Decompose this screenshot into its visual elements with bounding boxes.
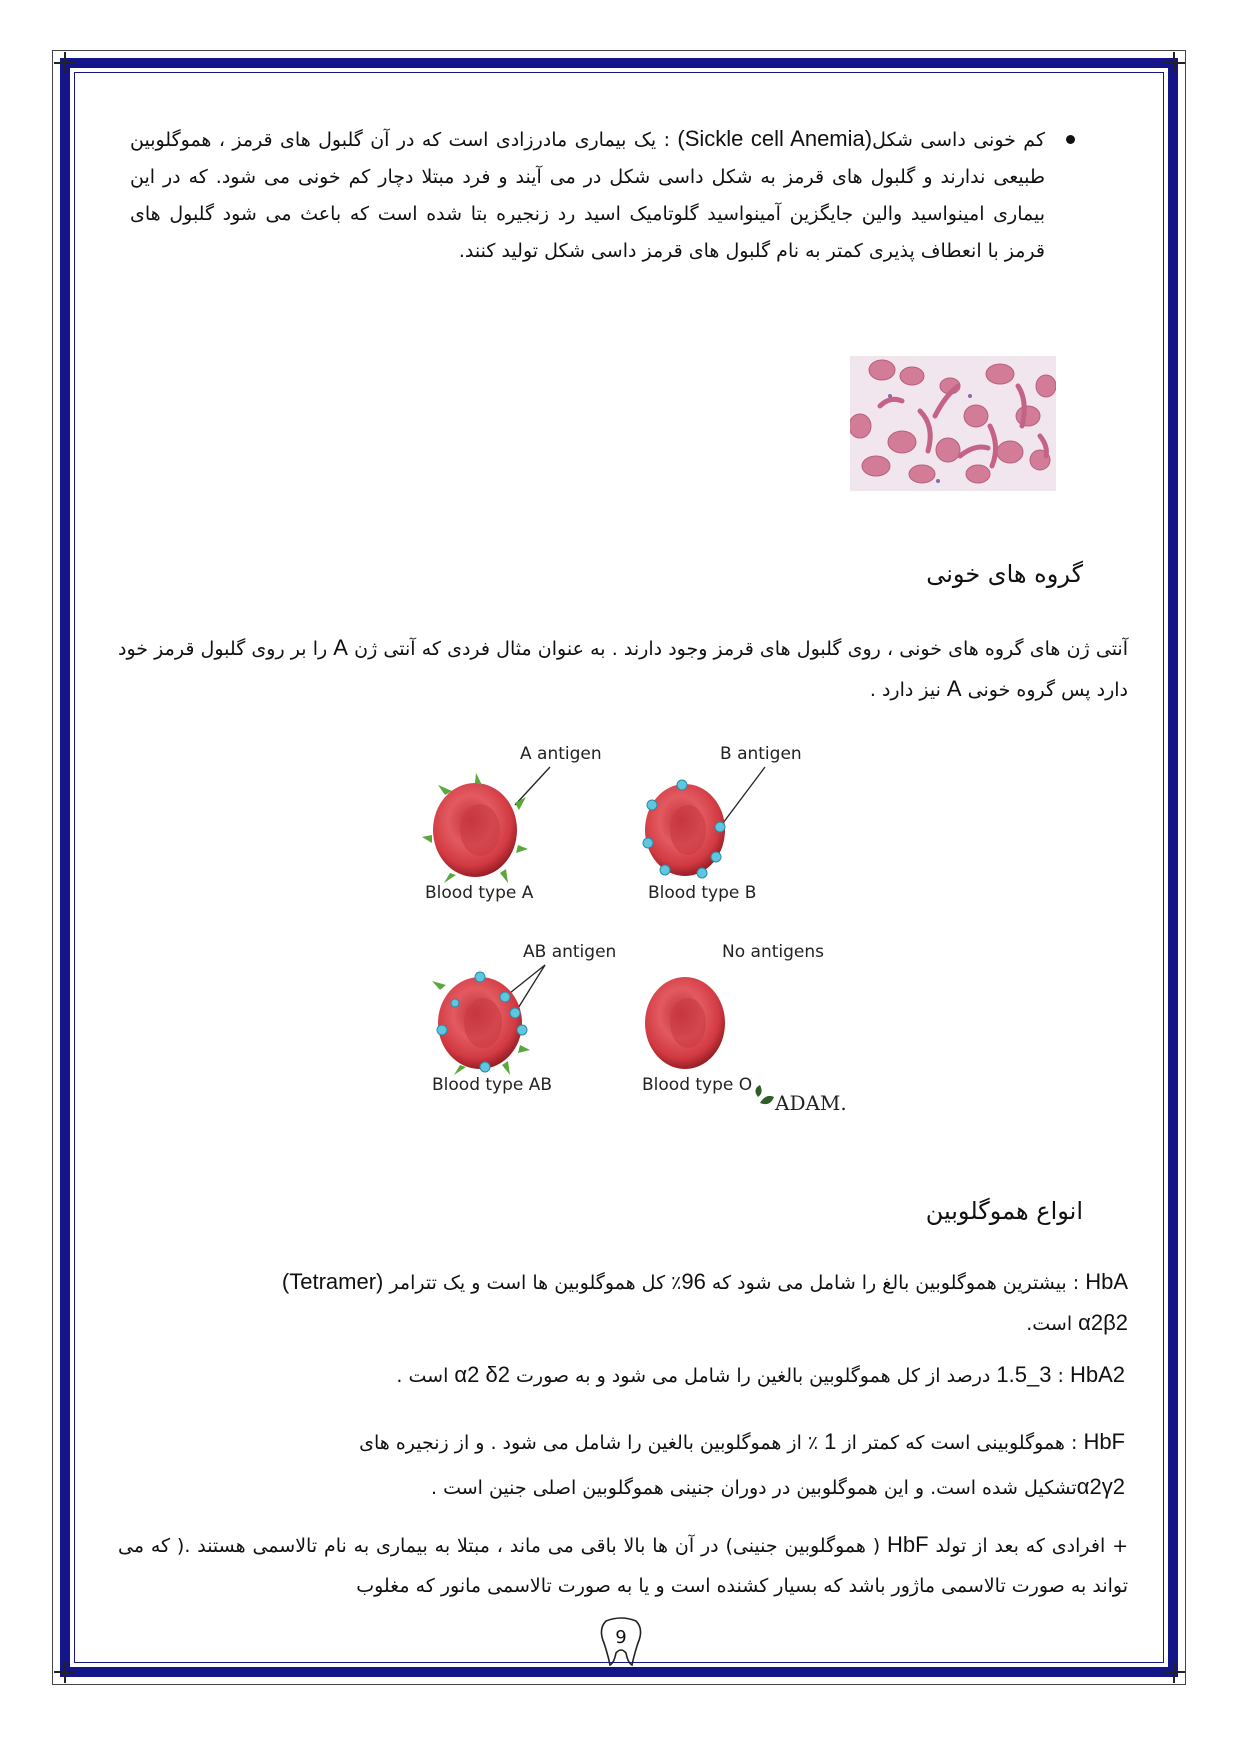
- blood-groups-text: را بر روی گلبول قرمز خود دارد پس گروه خونی: [118, 638, 1128, 701]
- bullet-icon: [1066, 135, 1075, 144]
- hba-formula: α2β2: [1078, 1310, 1128, 1335]
- hbf-text: : هموگلوبینی است که کمتر از: [836, 1432, 1084, 1454]
- label-blood-type-b: Blood type B: [648, 883, 757, 903]
- label-blood-type-ab: Blood type AB: [432, 1075, 553, 1095]
- hbf-label: HbF: [1083, 1429, 1125, 1454]
- hba2-text: :: [1051, 1365, 1070, 1387]
- blood-groups-heading: گروه های خونی: [926, 560, 1083, 588]
- hba2-label: HbA2: [1069, 1362, 1125, 1387]
- hba-paragraph: [118, 1262, 1128, 1344]
- thalassemia-text: + افرادی که بعد از تولد: [928, 1535, 1129, 1557]
- hbf-percent: 1: [824, 1429, 837, 1454]
- hbf-text: ٪ از هموگلوبین بالغین را شامل می شود . و از زنجیره های: [359, 1432, 825, 1454]
- hba-text: : بیشترین هموگلوبین بالغ را شامل می شود که: [705, 1272, 1086, 1294]
- blood-groups-text: نیز دارد .: [869, 679, 947, 701]
- hbf-text: تشکیل شده است. و این هموگلوبین در دوران جنینی هموگلوبین اصلی جنین است .: [431, 1477, 1077, 1499]
- hba2-text: است .: [396, 1365, 455, 1387]
- antigen-letter: A: [333, 635, 348, 660]
- hbf-formula: α2γ2: [1076, 1474, 1125, 1499]
- rbc-type-a: [422, 773, 528, 883]
- frame-corner-mark: [1163, 1661, 1185, 1683]
- rbc-type-ab: [432, 972, 530, 1075]
- sickle-text: : یک بیماری مادرزادی است که در آن گلبول های قرمز ، هموگلوبین طبیعی ندارند و گلبول های قرمز به شکل داسی شکل در می آیند و فرد مبتلا دچار کم خونی می شود. که در این بیماری امینواسید والین جایگزین آمینواسید گلوتامیک اسید رد زنجیره بتا شده است که باعث می شود گلبول های قرمز با انعطاف پذیری کمتر به نام گلبول های قرمز داسی شکل تولید کنند.: [130, 129, 1045, 262]
- adam-logo: ADAM.: [775, 1091, 847, 1115]
- frame-corner-mark: [1163, 52, 1185, 74]
- hba2-formula: α2 δ2: [454, 1362, 510, 1387]
- hba-text: ٪ کل هموگلوبین ها است و یک تترامر: [383, 1272, 682, 1294]
- blood-types-figure: [420, 745, 890, 1125]
- hba-text: است.: [1026, 1313, 1079, 1335]
- frame-corner-mark: [54, 1661, 76, 1683]
- hemoglobin-types-heading: انواع هموگلوبین: [925, 1197, 1083, 1225]
- thalassemia-paragraph: [118, 1525, 1128, 1606]
- frame-corner-mark: [54, 52, 76, 74]
- blood-type-letter: A: [946, 676, 962, 701]
- thalassemia-text: ( هموگلوبین جنینی) در آن ها بالا باقی می ماند ، مبتلا به بیماری به نام تالاسمی هستند .( که می تواند به صورت تالاسمی ماژور باشد که بسیار کشنده است و یا به صورت تالاسمی مانور که مغلوب: [118, 1535, 1128, 1597]
- page-number-tooth-icon: [598, 1617, 644, 1667]
- label-ab-antigen: AB antigen: [523, 942, 617, 962]
- rbc-type-o: [645, 977, 725, 1069]
- label-blood-type-o: Blood type O: [642, 1075, 753, 1095]
- label-a-antigen: A antigen: [520, 745, 602, 764]
- sickle-title-en: (Sickle cell Anemia): [677, 126, 873, 151]
- hba-percent: 96: [681, 1269, 706, 1294]
- sickle-title-fa: کم خونی داسی شکل: [872, 129, 1045, 151]
- label-b-antigen: B antigen: [720, 745, 802, 764]
- hba2-range: 1.5_3: [996, 1362, 1052, 1387]
- thalassemia-hbf: HbF: [887, 1532, 929, 1557]
- sickle-cell-paragraph: [130, 120, 1075, 270]
- hbf-paragraph: [115, 1420, 1125, 1510]
- hba-label: HbA: [1085, 1269, 1128, 1294]
- rbc-type-b: [643, 780, 725, 878]
- blood-groups-text: آنتی ژن های گروه های خونی ، روی گلبول های قرمز وجود دارند . به عنوان مثال فردی که آنتی ژن: [347, 638, 1128, 660]
- hba-tetramer: (Tetramer): [281, 1269, 384, 1294]
- sickle-cell-micrograph-image: [850, 356, 1056, 491]
- hba2-text: درصد از کل هموگلوبین بالغین را شامل می شود و به صورت: [509, 1365, 997, 1387]
- label-blood-type-a: Blood type A: [425, 883, 534, 903]
- hba2-paragraph: [115, 1355, 1125, 1396]
- blood-groups-paragraph: [118, 628, 1128, 710]
- page-number: 9: [615, 1627, 627, 1648]
- label-no-antigens: No antigens: [722, 942, 824, 962]
